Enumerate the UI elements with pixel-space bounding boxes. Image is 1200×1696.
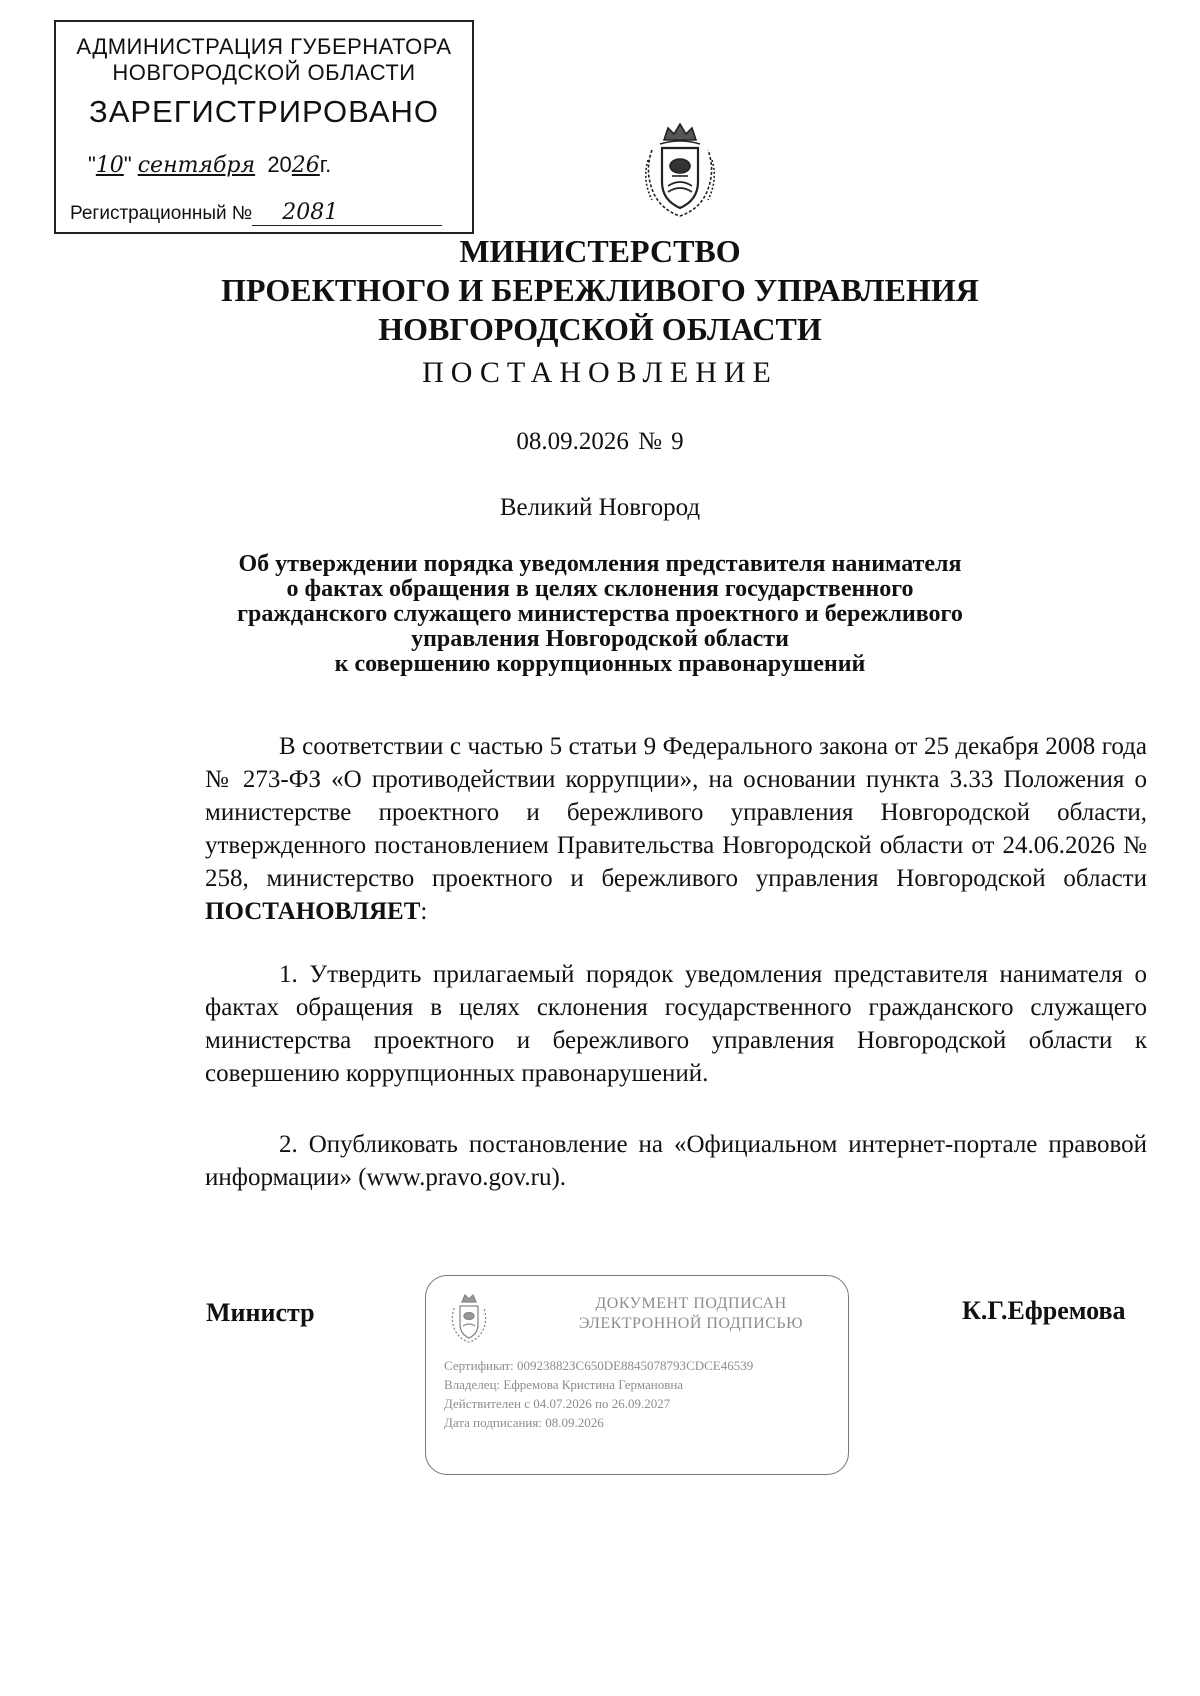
stamp-number-value: 2081 — [252, 200, 442, 226]
esign-details — [444, 1356, 844, 1432]
document-date-number — [0, 428, 1200, 456]
ministry-title-line3: НОВГОРОДСКОЙ ОБЛАСТИ — [378, 311, 822, 347]
signer-name: К.Г.Ефремова — [962, 1296, 1126, 1325]
registration-stamp — [54, 20, 474, 234]
esign-owner: Владелец: Ефремова Кристина Германовна — [444, 1377, 684, 1392]
subject-line1: Об утверждении порядка уведомления представителя нанимателя — [238, 551, 962, 577]
esign-heading — [546, 1294, 836, 1334]
stamp-date-year-prefix: 20 — [267, 152, 292, 177]
signer-title: Министр — [206, 1298, 315, 1327]
ministry-title-line1: МИНИСТЕРСТВО — [459, 233, 741, 269]
esign-signed-date: Дата подписания: 08.09.2026 — [444, 1415, 604, 1430]
esign-certificate: Сертификат: 00923882ЗС650DE884507879ЗСDCE46539 — [444, 1358, 754, 1373]
preamble-text: В соответствии с частью 5 статьи 9 Федерального закона от 25 декабря 2008 года № 273-ФЗ «О противодействии коррупции», на основании пункта 3.33 Положения о министерстве проектного и бережливого управления Новгородской области, утвержденного постановлением Правительства Новгородской области от 24.06.2026 № 258, министерство проектного и бережливого управления Новгородской области — [205, 733, 1147, 892]
stamp-date-day: 10 — [95, 153, 124, 178]
esign-coat-of-arms-icon — [448, 1292, 490, 1344]
subject-line2: о фактах обращения в целях склонения государственного — [286, 576, 914, 602]
decree-item-2: 2. Опубликовать постановление на «Официальном интернет-портале правовой информации» (www.pravo.gov.ru). — [205, 1131, 1147, 1191]
ministry-title — [0, 232, 1200, 349]
document-date: 08.09.2026 — [516, 428, 629, 455]
esign-validity: Действителен с 04.07.2026 по 26.09.2027 — [444, 1396, 671, 1411]
esign-heading-line1: ДОКУМЕНТ ПОДПИСАН — [595, 1295, 787, 1312]
novgorod-coat-of-arms-icon — [634, 120, 726, 220]
document-type: ПОСТАНОВЛЕНИЕ — [422, 356, 778, 389]
stamp-number-line — [70, 200, 442, 226]
number-sign: № — [638, 428, 662, 455]
decree-item-1: 1. Утвердить прилагаемый порядок уведомления представителя нанимателя о фактах обращения в целях склонения государственного гражданского служащего министерства проектного и бережливого управления Новгородской области к совершению коррупционных правонарушений. — [205, 961, 1147, 1087]
document-city: Великий Новгород — [499, 494, 701, 521]
esign-heading-line2: ЭЛЕКТРОННОЙ ПОДПИСЬЮ — [578, 1315, 804, 1332]
stamp-org-line2: НОВГОРОДСКОЙ ОБЛАСТИ — [112, 60, 416, 85]
preamble-end: : — [420, 898, 428, 925]
decree-word: ПОСТАНОВЛЯЕТ — [205, 898, 421, 925]
preamble-paragraph — [205, 730, 1147, 928]
stamp-date-year-suffix: 26 — [291, 153, 320, 178]
stamp-date-month: сентября — [137, 153, 256, 178]
ministry-title-line2: ПРОЕКТНОГО И БЕРЕЖЛИВОГО УПРАВЛЕНИЯ — [221, 272, 979, 308]
subject-line5: к совершению коррупционных правонарушений — [334, 651, 866, 677]
subject-line3: гражданского служащего министерства проектного и бережливого — [237, 601, 963, 627]
stamp-status: ЗАРЕГИСТРИРОВАНО — [88, 94, 439, 129]
stamp-number-label: Регистрационный № — [70, 203, 253, 224]
document-subject — [0, 552, 1200, 677]
stamp-org-line1: АДМИНИСТРАЦИЯ ГУБЕРНАТОРА — [76, 34, 452, 59]
subject-line4: управления Новгородской области — [411, 626, 789, 652]
document-number: 9 — [671, 428, 684, 455]
stamp-date-suffix: г. — [319, 152, 332, 177]
stamp-date: "10" сентября 2026г. — [88, 152, 332, 178]
electronic-signature-stamp — [425, 1275, 849, 1475]
